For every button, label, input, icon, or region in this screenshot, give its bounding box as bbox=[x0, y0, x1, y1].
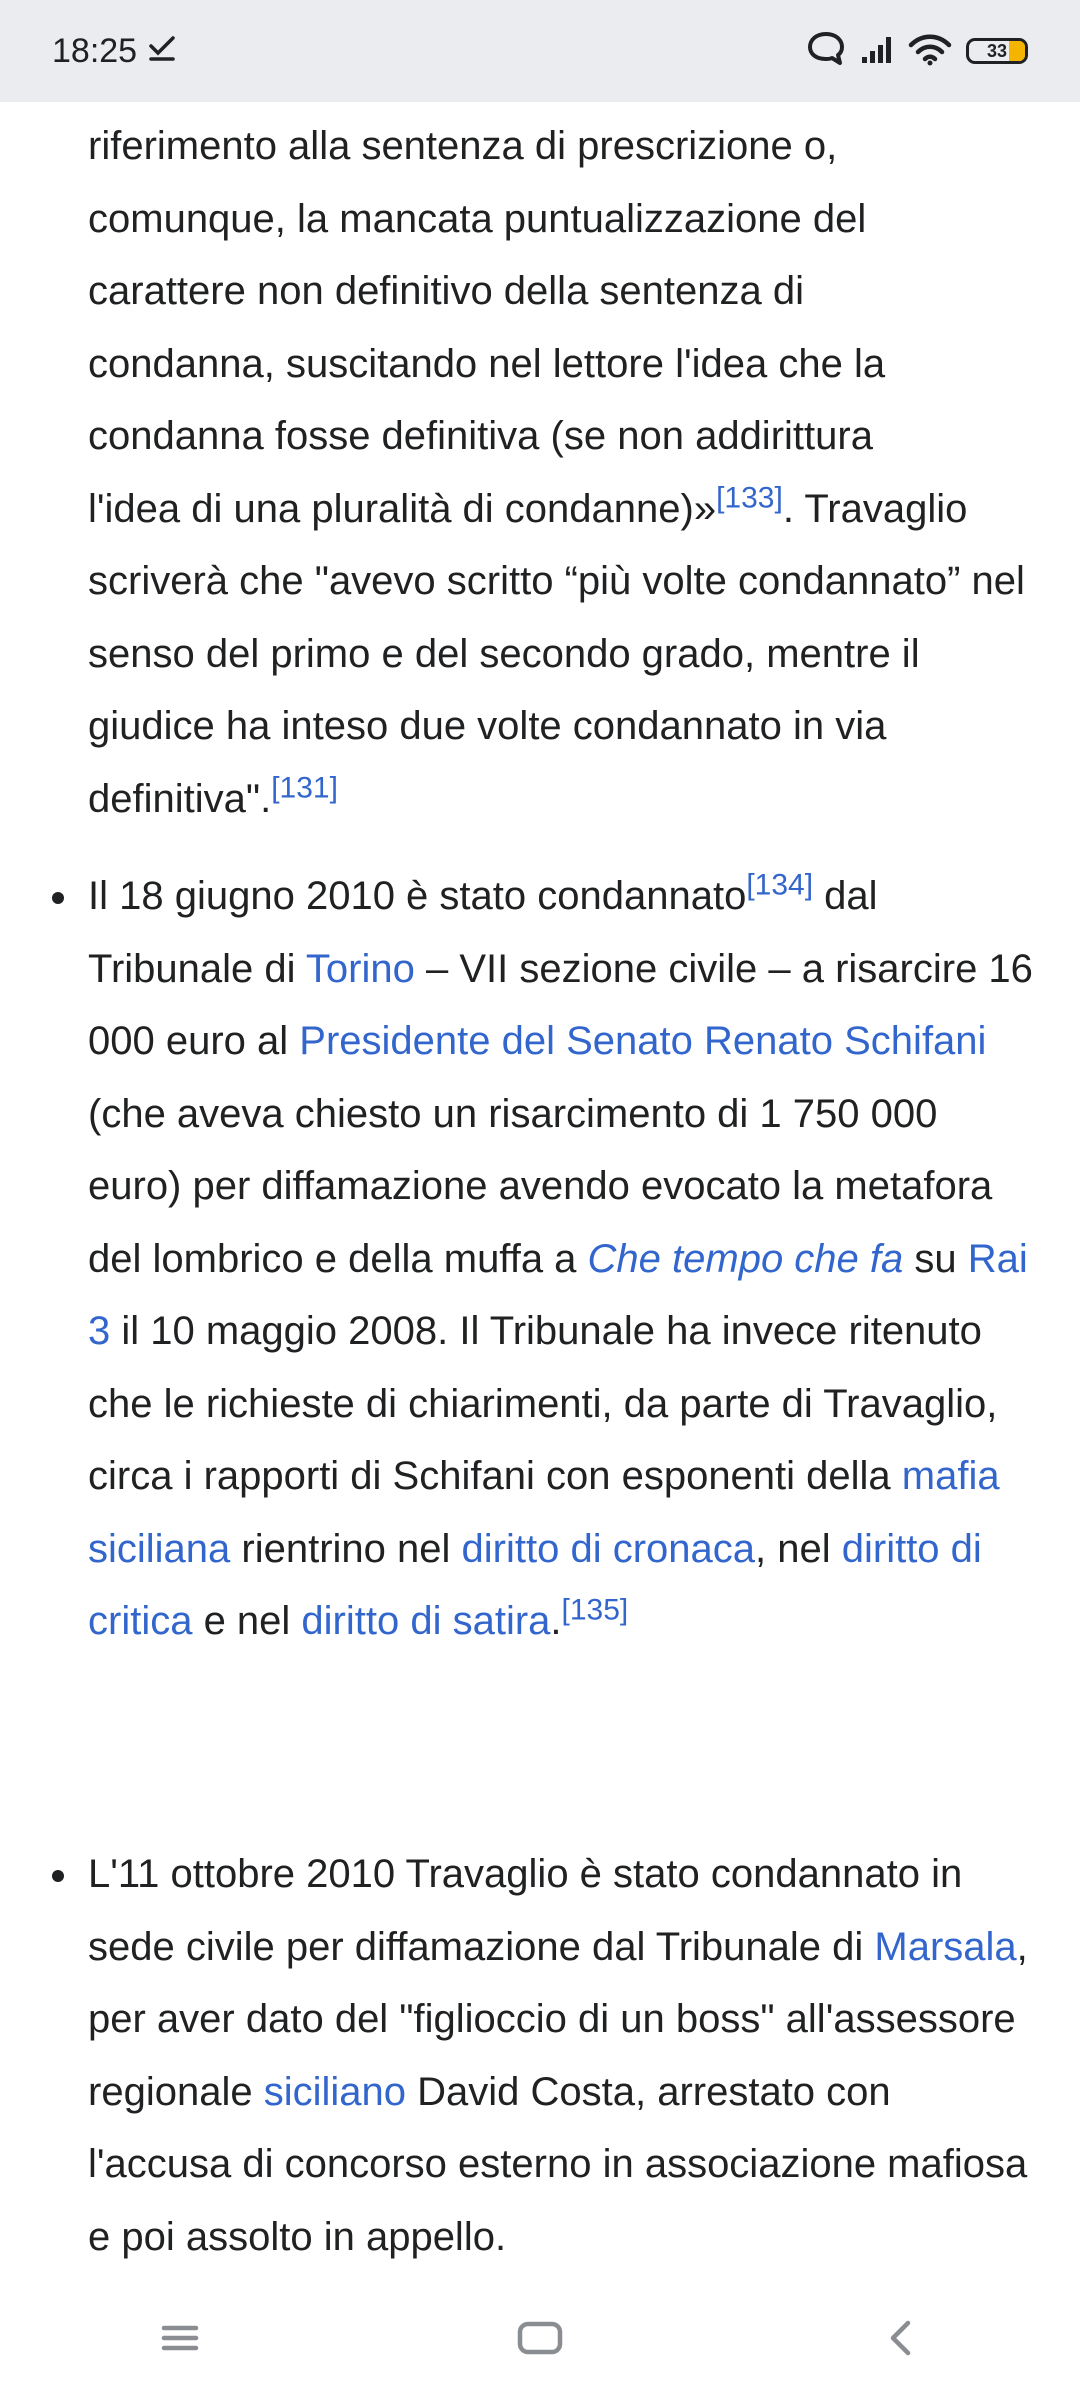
item-text: dal Tribunale di bbox=[88, 874, 878, 991]
menu-button[interactable] bbox=[140, 2300, 220, 2380]
link-presidente-senato[interactable]: Presidente del Senato bbox=[299, 1019, 693, 1063]
intro-line: comunque, la mancata puntualizzazione del bbox=[88, 196, 867, 241]
link-renato-schifani[interactable]: Renato Schifani bbox=[704, 1019, 987, 1063]
item-text: – VII sezione civile – a risarcire 16 000 euro al bbox=[88, 946, 1033, 1063]
item-text: , per aver dato del "figlioccio di un boss" all'assessore regionale bbox=[88, 1924, 1028, 2114]
item-text: il 10 maggio 2008. Il Tribunale ha invece ritenuto che le richieste di chiarimenti, da parte di Travaglio, circa i rapporti di Schifani con esponenti della bbox=[88, 1309, 998, 1498]
link-che-tempo-che-fa-text[interactable]: Che tempo che fa bbox=[587, 1236, 904, 1281]
article-content bbox=[0, 102, 1080, 2280]
check-icon bbox=[147, 32, 177, 71]
link-torino[interactable]: Torino bbox=[305, 946, 415, 991]
reference-link-133[interactable]: [133] bbox=[716, 481, 783, 515]
item-text: su bbox=[903, 1236, 968, 1281]
intro-line: condanna, suscitando nel lettore l'idea che la bbox=[88, 341, 886, 386]
chat-icon bbox=[806, 31, 846, 72]
battery-fill bbox=[1009, 41, 1025, 61]
item-text: . bbox=[550, 1599, 562, 1643]
item-text: , nel bbox=[755, 1526, 842, 1571]
status-left bbox=[52, 32, 177, 71]
battery-icon bbox=[966, 38, 1028, 64]
link-mafia-siciliana[interactable]: mafia siciliana bbox=[88, 1454, 1000, 1571]
battery-level: 33 bbox=[986, 40, 1008, 61]
item-text: (che aveva chiesto un risarcimento di 1 750 000 euro) per diffamazione avendo evocato la metafora del lombrico e della muffa a bbox=[88, 1091, 993, 1281]
reference-link-134[interactable]: [134] bbox=[746, 868, 814, 902]
home-button[interactable] bbox=[500, 2300, 580, 2380]
navigation-bar bbox=[0, 2280, 1080, 2400]
link-che-tempo-che-fa[interactable] bbox=[588, 1237, 904, 1281]
bullet-dot bbox=[52, 1870, 64, 1882]
bullet-dot bbox=[52, 892, 64, 904]
intro-quote: Travaglio scriverà che "avevo scritto “più volte condannato” nel senso del primo e del secondo grado, mentre il giudice ha inteso due volte condannato in via definitiva". bbox=[88, 486, 1025, 821]
link-diritto-di-critica[interactable]: diritto di critica bbox=[88, 1526, 982, 1643]
signal-icon bbox=[860, 33, 894, 70]
intro-line: riferimento alla sentenza di prescrizione o, bbox=[88, 124, 838, 168]
back-button[interactable] bbox=[860, 2300, 940, 2380]
menu-icon bbox=[160, 2322, 200, 2359]
link-diritto-di-satira[interactable]: diritto di satira bbox=[301, 1599, 551, 1643]
item-text: David Costa, arrestato con l'accusa di concorso esterno in associazione mafiosa e poi assolto in appello. bbox=[88, 2069, 1028, 2259]
link-diritto-di-cronaca[interactable]: diritto di cronaca bbox=[461, 1526, 756, 1571]
intro-line: condanna fosse definitiva (se non addirittura bbox=[88, 414, 873, 458]
item-text: L'11 ottobre 2010 Travaglio è stato condannato in sede civile per diffamazione dal Tribunale di bbox=[88, 1852, 963, 1969]
item-text: Il 18 giugno 2010 è stato condannato bbox=[88, 874, 747, 918]
list-item bbox=[0, 860, 1038, 1658]
status-right bbox=[806, 31, 1028, 72]
item-text bbox=[693, 1019, 704, 1063]
link-siciliano[interactable]: siciliano bbox=[263, 2069, 406, 2114]
back-icon bbox=[886, 2319, 914, 2362]
bullet-list-1 bbox=[0, 860, 1080, 1658]
reference-link-135[interactable]: [135] bbox=[561, 1593, 629, 1627]
wifi-icon bbox=[908, 32, 952, 71]
status-bar bbox=[0, 0, 1080, 102]
bullet-list-2 bbox=[0, 1838, 1080, 2273]
intro-period: . bbox=[782, 486, 794, 531]
reference-link-131[interactable]: [131] bbox=[271, 771, 338, 805]
intro-paragraph bbox=[88, 110, 1038, 835]
battery-body bbox=[966, 38, 1028, 64]
link-rai-3[interactable]: Rai 3 bbox=[88, 1236, 1028, 1353]
item-text: rientrino nel bbox=[230, 1526, 462, 1571]
intro-line: carattere non definitivo della sentenza di bbox=[88, 269, 805, 313]
home-icon bbox=[517, 2321, 563, 2360]
list-item bbox=[0, 1838, 1038, 2273]
status-time: 18:25 bbox=[52, 31, 138, 70]
intro-line: l'idea di una pluralità di condanne)» bbox=[88, 486, 717, 531]
item-text: e nel bbox=[192, 1599, 302, 1643]
link-marsala[interactable]: Marsala bbox=[874, 1924, 1017, 1969]
